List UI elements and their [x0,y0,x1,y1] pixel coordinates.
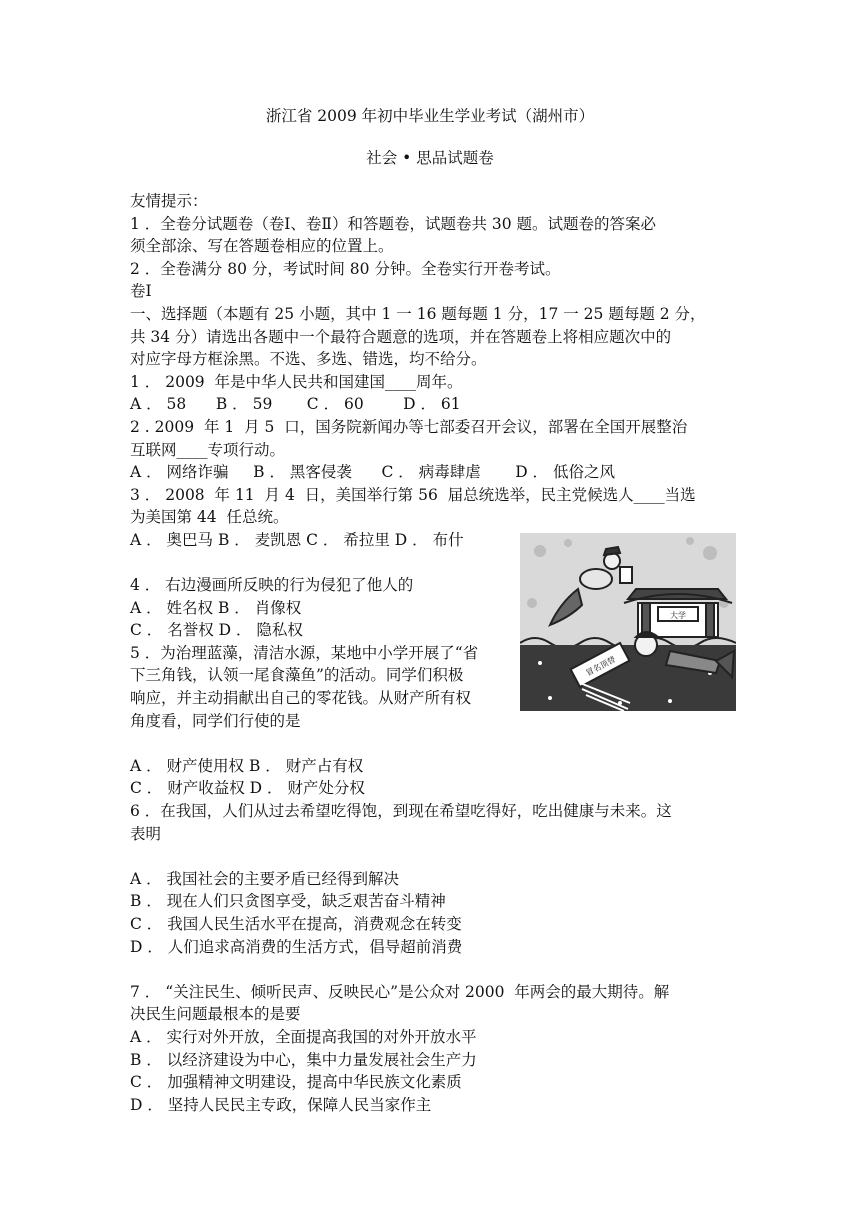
question-2-options: A ． 网络诈骗 B ． 黑客侵袭 C ． 病毒肆虐 D ． 低俗之风 [130,463,615,482]
notice-heading: 友情提示： [130,192,208,210]
spacer [130,958,734,981]
question-4-options-line-1: A ． 姓名权 B ． 肖像权 [130,598,302,617]
volume-heading: 卷Ⅰ [130,282,152,301]
question-6-option-a: A ． 我国社会的主要矛盾已经得到解决 [130,869,400,888]
question-7-option-b: B ． 以经济建设为中心，集中力量发展社会生产力 [130,1050,477,1069]
question-7-stem-line-1: 7 ． “关注民生、倾听民声、反映民心”是公众对 2000 年两会的最大期待。解 [130,982,670,1001]
cartoon-illustration [520,533,736,711]
question-5-options-line-1: A ． 财产使用权 B ． 财产占有权 [130,756,364,775]
question-7-option-d: D ． 坚持人民民主专政，保障人民当家作主 [130,1095,432,1114]
section-instructions-line-1: 一、选择题（本题有 25 小题，其中 1 一 16 题每题 1 分，17 一 25 题每题 2 分， [130,304,706,323]
question-4-options-line-2: C ． 名誉权 D ． 隐私权 [130,621,303,640]
question-5-stem-line-1: 5 ．为治理蓝藻，清洁水源，某地中小学开展了“省 [130,643,479,662]
question-1-options: A ． 58 B ． 59 C ． 60 D ． 61 [130,395,461,414]
spacer [130,845,734,868]
question-7-option-c: C ． 加强精神文明建设，提高中华民族文化素质 [130,1073,462,1092]
placard-text: 冒名顶替 [584,654,617,678]
question-5-options-line-2: C ． 财产收益权 D ． 财产处分权 [130,779,365,798]
question-5-stem-line-4: 角度看，同学们行使的是 [130,711,301,730]
question-4-stem: 4 ． 右边漫画所反映的行为侵犯了他人的 [130,576,414,595]
water-waves [520,638,736,711]
gate-sign-text: 大学 [670,611,686,620]
question-6-option-c: C ． 我国人民生活水平在提高，消费观念在转变 [130,915,462,933]
question-6-stem-line-2: 表明 [130,824,162,843]
question-5-stem-line-3: 响应，并主动捐献出自己的零花钱。从财产所有权 [130,689,472,708]
question-6-stem-line-1: 6 ．在我国，人们从过去希望吃得饱，到现在希望吃得好，吃出健康与未来。这 [130,802,672,821]
question-2-stem-line-1: 2 . 2009 年 1 月 5 口，国务院新闻办等七部委召开会议，部署在全国开展整治 [130,417,688,436]
question-3-options: A ． 奥巴马 B ． 麦凯恩 C ． 希拉里 D ． 布什 [130,530,464,549]
notice-item-2: 2 ．全卷满分 80 分，考试时间 80 分钟。全卷实行开卷考试。 [130,259,561,278]
question-6-option-b: B ． 现在人们只贪图享受，缺乏艰苦奋斗精神 [130,892,446,911]
question-2-stem-line-2: 互联网____专项行动。 [130,440,286,459]
question-3-stem-line-2: 为美国第 44 任总统。 [130,508,289,527]
notice-item-1-line-2: 须全部涂、写在答题卷相应的位置上。 [130,237,394,256]
section-instructions-line-3: 对应字母方框涂黑。不选、多选、错选，均不给分。 [130,350,487,369]
question-3-stem-line-1: 3 ． 2008 年 11 月 4 日，美国举行第 56 届总统选举，民主党候选人____当选 [130,485,696,504]
page-subtitle: 社会 • 思品试题卷 [366,149,494,167]
question-5-stem-line-2: 下三角钱，认领一尾食藻鱼”的活动。同学们积极 [130,666,464,685]
section-instructions-line-2: 共 34 分）请选出各题中一个最符合题意的选项，并在答题卷上将相应题次中的 [130,327,672,346]
question-6-option-d: D ． 人们追求高消费的生活方式，倡导超前消费 [130,937,463,956]
page-title: 浙江省 2009 年初中毕业生学业考试（湖州市） [265,107,595,125]
question-7-option-a: A ． 实行对外开放，全面提高我国的对外开放水平 [130,1027,477,1046]
question-7-stem-line-2: 决民生问题最根本的是要 [130,1005,301,1024]
notice-item-1-line-1: 1 ．全卷分试题卷（卷Ⅰ、卷Ⅱ）和答题卷，试题卷共 30 题。试题卷的答案必 [130,214,657,233]
question-1-stem: 1 ． 2009 年是中华人民共和国建国____周年。 [130,372,463,391]
spacer [130,732,734,755]
